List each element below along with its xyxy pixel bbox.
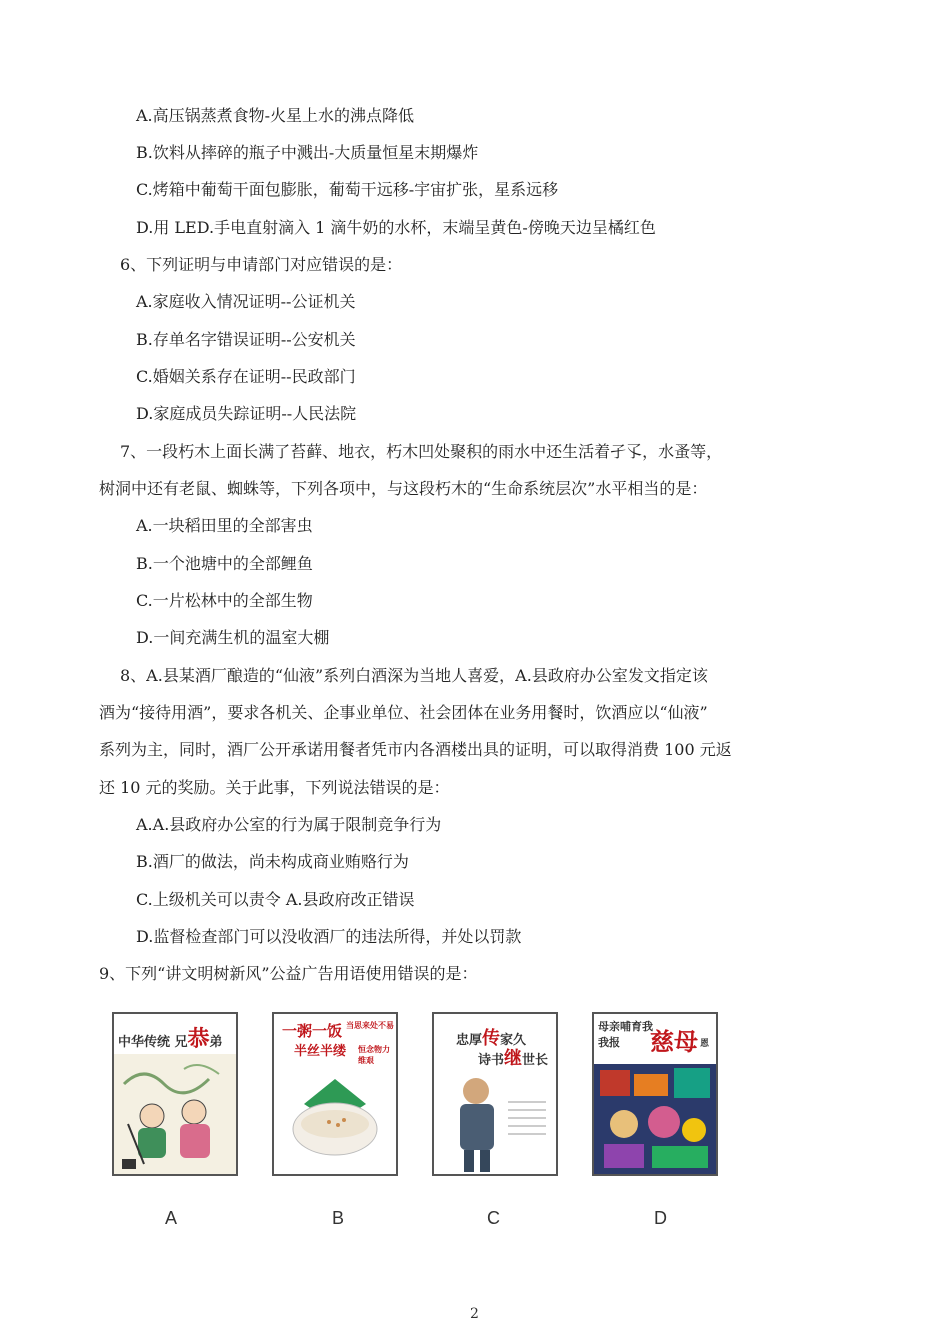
poster-a-illustration — [114, 1054, 236, 1174]
q8-option-a: A.A.县政府办公室的行为属于限制竞争行为 — [136, 815, 442, 834]
q6-option-c: C.婚姻关系存在证明--民政部门 — [136, 367, 356, 386]
q5-option-d: D.用 LED.手电直射滴入 1 滴牛奶的水杯，末端呈黄色-傍晚天边呈橘红色 — [136, 218, 656, 237]
poster-b-bowl-illustration — [274, 1064, 396, 1174]
q9-stem: 9、下列“讲文明树新风”公益广告用语使用错误的是： — [99, 964, 478, 983]
q8-option-c: C.上级机关可以责令 A.县政府改正错误 — [136, 890, 415, 909]
poster-c-figurine-illustration — [434, 1066, 556, 1176]
q6-option-b: B.存单名字错误证明--公安机关 — [136, 330, 356, 349]
q7-option-a: A.一块稻田里的全部害虫 — [136, 516, 313, 535]
q8-option-b: B.酒厂的做法，尚未构成商业贿赂行为 — [136, 852, 409, 871]
q7-stem-line1: 7、一段朽木上面长满了苔藓、地衣，朽木凹处聚积的雨水中还生活着孑孓，水蚤等， — [120, 442, 723, 461]
poster-a-title-b: 恭 — [187, 1027, 210, 1052]
q7-option-d: D.一间充满生机的温室大棚 — [136, 628, 330, 647]
poster-c-title-e: 继 — [504, 1048, 523, 1069]
poster-b-title-b: 半丝半缕 — [294, 1044, 347, 1059]
q6-stem: 6、下列证明与申请部门对应错误的是： — [120, 255, 403, 274]
q7-option-b: B.一个池塘中的全部鲤鱼 — [136, 554, 313, 573]
poster-d-label: D — [654, 1208, 667, 1228]
poster-d-title-a: 母亲哺育我 — [598, 1020, 653, 1033]
q6-option-a: A.家庭收入情况证明--公证机关 — [136, 292, 356, 311]
q6-option-d: D.家庭成员失踪证明--人民法院 — [136, 404, 357, 423]
q8-stem-line2: 酒为“接待用酒”，要求各机关、企事业单位、社会团体在业务用餐时，饮酒应以“仙液” — [99, 703, 708, 722]
q5-option-b: B.饮料从摔碎的瓶子中溅出-大质量恒星末期爆炸 — [136, 143, 479, 162]
poster-d-painting-illustration — [594, 1064, 716, 1174]
poster-d — [592, 1012, 718, 1176]
poster-b-title-a: 一粥一饭 — [282, 1022, 343, 1040]
poster-d-title-d: 恩 — [700, 1039, 710, 1049]
q8-stem-line3: 系列为主，同时，酒厂公开承诺用餐者凭市内各酒楼出具的证明，可以取得消费 100 元返 — [99, 740, 732, 759]
q8-option-d: D.监督检查部门可以没收酒厂的违法所得，并处以罚款 — [136, 927, 522, 946]
poster-d-title-c: 慈母 — [650, 1028, 698, 1056]
poster-b — [272, 1012, 398, 1176]
poster-c-title-b: 传 — [482, 1028, 501, 1049]
poster-b-label: B — [332, 1208, 345, 1228]
poster-d-title-b: 我报 — [598, 1036, 620, 1049]
q8-stem-line1: 8、A.县某酒厂酿造的“仙液”系列白酒深为当地人喜爱，A.县政府办公室发文指定该 — [120, 666, 708, 685]
poster-b-subtitle: 当思来处不易 — [346, 1021, 394, 1030]
poster-a-label: A — [165, 1208, 178, 1228]
page-number: 2 — [470, 1306, 479, 1322]
q7-stem-line2: 树洞中还有老鼠、蜘蛛等，下列各项中，与这段朽木的“生命系统层次”水平相当的是： — [99, 479, 708, 498]
poster-b-subtitle2: 恒念物力维艰 — [358, 1045, 390, 1065]
poster-a — [112, 1012, 238, 1176]
poster-a-title-c: 弟 — [209, 1035, 223, 1050]
poster-c — [432, 1012, 558, 1176]
poster-a-title-a: 中华传统 兄 — [118, 1035, 188, 1050]
q5-option-c: C.烤箱中葡萄干面包膨胀，葡萄干远移-宇宙扩张，星系远移 — [136, 180, 559, 199]
q8-stem-line4: 还 10 元的奖励。关于此事，下列说法错误的是： — [99, 778, 450, 797]
q7-option-c: C.一片松林中的全部生物 — [136, 591, 313, 610]
poster-c-title-a: 忠厚 — [456, 1033, 483, 1048]
poster-c-title-d: 诗书 — [478, 1053, 505, 1068]
poster-c-title-c: 家久 — [500, 1033, 527, 1048]
q5-option-a: A.高压锅蒸煮食物-火星上水的沸点降低 — [136, 106, 415, 125]
poster-c-title-f: 世长 — [522, 1053, 549, 1068]
poster-c-label: C — [487, 1208, 500, 1228]
